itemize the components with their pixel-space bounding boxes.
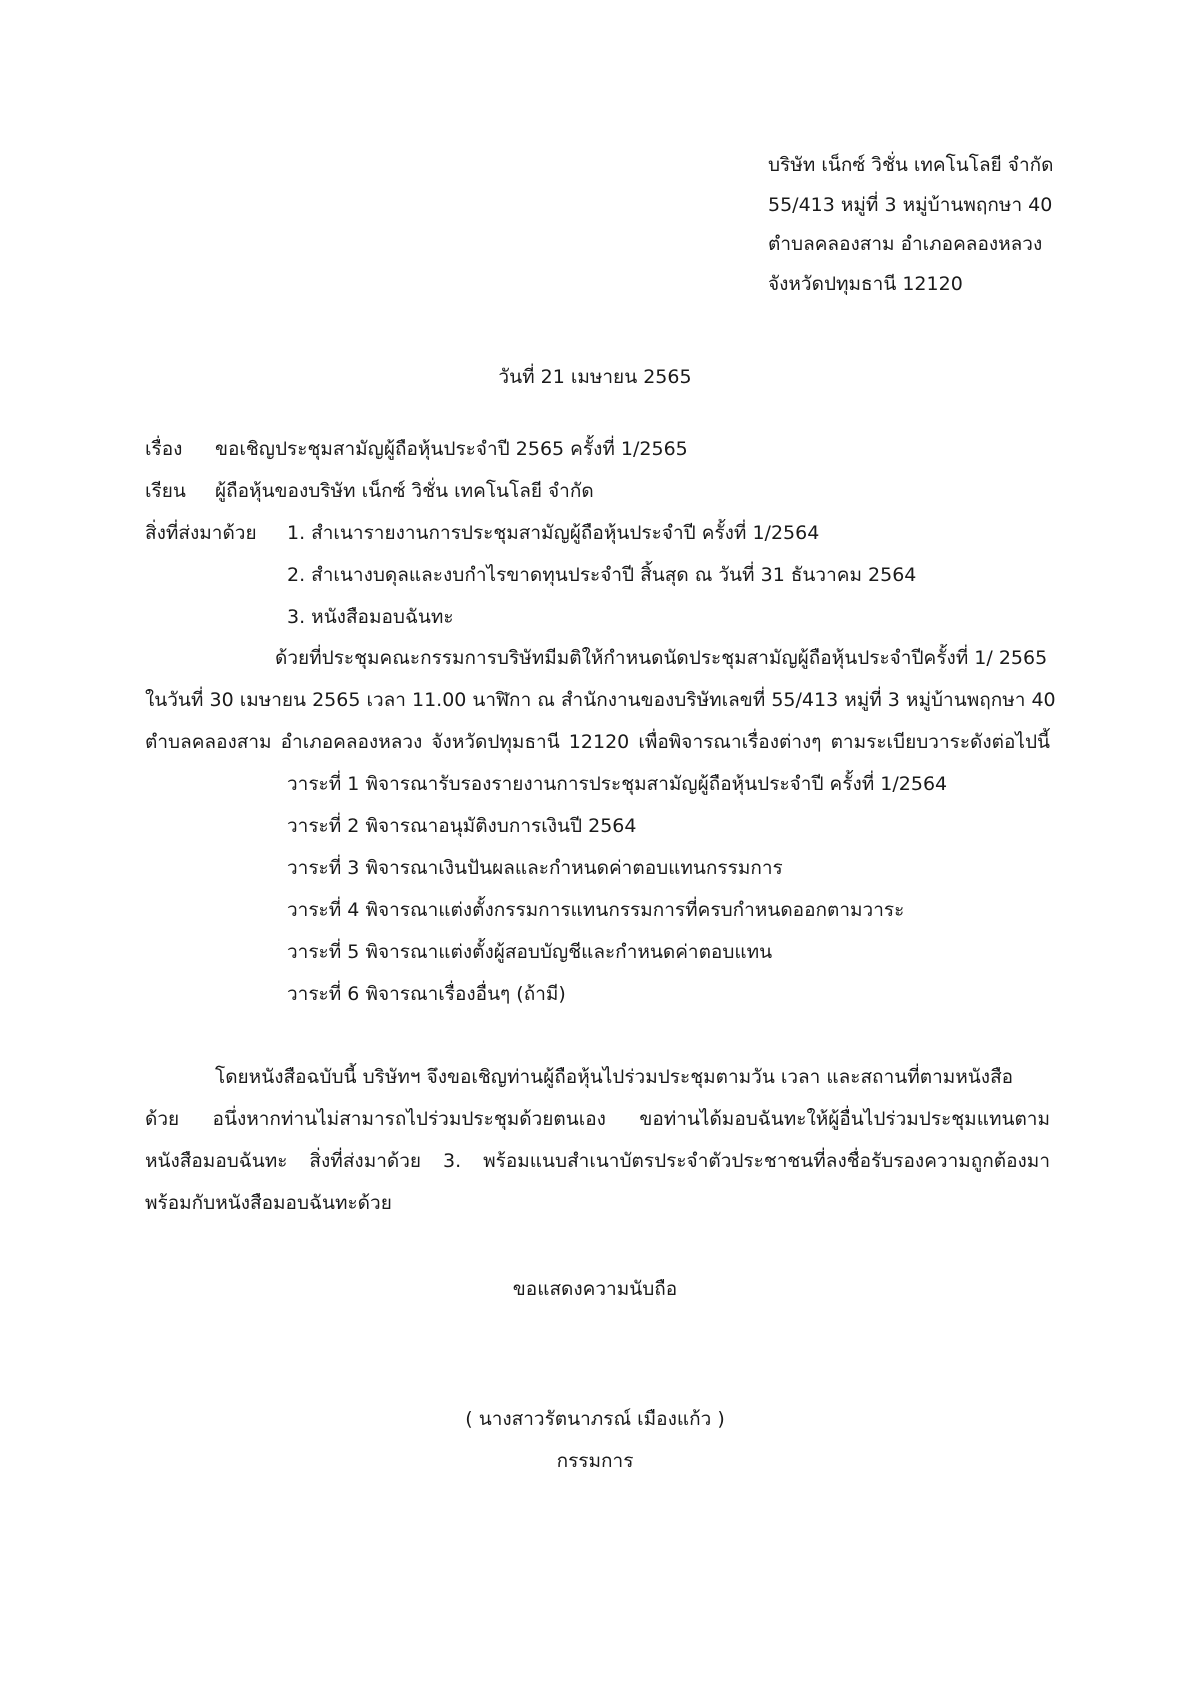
subject-label: เรื่อง	[145, 438, 183, 460]
closing: ขอแสดงความนับถือ	[512, 1278, 678, 1300]
recipient-label: เรียน	[145, 480, 186, 502]
subject-text: ขอเชิญประชุมสามัญผู้ถือหุ้นประจำปี 2565 ครั้งที่ 1/2565	[215, 438, 688, 460]
agenda-item-3: วาระที่ 3 พิจารณาเงินปันผลและกำหนดค่าตอบแทนกรรมการ	[287, 857, 783, 879]
agenda-item-1: วาระที่ 1 พิจารณารับรองรายงานการประชุมสามัญผู้ถือหุ้นประจำปี ครั้งที่ 1/2564	[287, 773, 948, 795]
agenda-item-6: วาระที่ 6 พิจารณาเรื่องอื่นๆ (ถ้ามี)	[287, 983, 566, 1005]
attachment-item: 2. สำเนางบดุลและงบกำไรขาดทุนประจำปี สิ้นสุด ณ วันที่ 31 ธันวาคม 2564	[287, 564, 917, 586]
body-paragraph1-line3: ตำบลคลองสาม อำเภอคลองหลวง จังหวัดปทุมธานี 12120 เพื่อพิจารณาเรื่องต่างๆ ตามระเบียบวาระดังต่อไปนี้	[145, 731, 1050, 753]
sender-address-line1: 55/413 หมู่ที่ 3 หมู่บ้านพฤกษา 40	[768, 194, 1053, 216]
attachment-item: 1. สำเนารายงานการประชุมสามัญผู้ถือหุ้นประจำปี ครั้งที่ 1/2564	[287, 522, 820, 544]
attachments-label: สิ่งที่ส่งมาด้วย	[145, 522, 257, 544]
body-paragraph1-line1: ด้วยที่ประชุมคณะกรรมการบริษัทมีมติให้กำหนดนัดประชุมสามัญผู้ถือหุ้นประจำปีครั้งที่ 1/ 2565	[275, 647, 1048, 669]
sender-address-line2: ตำบลคลองสาม อำเภอคลองหลวง	[768, 233, 1043, 255]
recipient-text: ผู้ถือหุ้นของบริษัท เน็กซ์ วิชั่น เทคโนโลยี จำกัด	[215, 480, 594, 502]
body-paragraph2-line3: หนังสือมอบฉันทะ สิ่งที่ส่งมาด้วย 3. พร้อมแนบสำเนาบัตรประจำตัวประชาชนที่ลงชื่อรับรองความถูกต้องมา	[145, 1150, 1050, 1172]
agenda-item-4: วาระที่ 4 พิจารณาแต่งตั้งกรรมการแทนกรรมการที่ครบกำหนดออกตามวาระ	[287, 899, 905, 921]
body-paragraph2-line1: โดยหนังสือฉบับนี้ บริษัทฯ จึงขอเชิญท่านผู้ถือหุ้นไปร่วมประชุมตามวัน เวลา และสถานที่ตามหนังสือ	[215, 1066, 1014, 1088]
signatory-name: ( นางสาวรัตนาภรณ์ เมืองแก้ว )	[465, 1408, 725, 1430]
body-paragraph2-line2: ด้วย อนึ่งหากท่านไม่สามารถไปร่วมประชุมด้วยตนเอง ขอท่านได้มอบฉันทะให้ผู้อื่นไปร่วมประชุมแทนตาม	[145, 1108, 1050, 1130]
letter-date: วันที่ 21 เมษายน 2565	[498, 366, 692, 388]
body-paragraph1-line2: ในวันที่ 30 เมษายน 2565 เวลา 11.00 นาฬิกา ณ สำนักงานของบริษัทเลขที่ 55/413 หมู่ที่ 3 หมู่บ้านพฤกษา 40	[145, 689, 1056, 711]
agenda-item-5: วาระที่ 5 พิจารณาแต่งตั้งผู้สอบบัญชีและกำหนดค่าตอบแทน	[287, 941, 773, 963]
agenda-item-2: วาระที่ 2 พิจารณาอนุมัติงบการเงินปี 2564	[287, 815, 637, 837]
sender-address-line3: จังหวัดปทุมธานี 12120	[768, 273, 963, 295]
signatory-title: กรรมการ	[556, 1450, 634, 1472]
attachment-item: 3. หนังสือมอบฉันทะ	[287, 606, 454, 628]
body-paragraph2-line4: พร้อมกับหนังสือมอบฉันทะด้วย	[145, 1192, 392, 1214]
sender-company: บริษัท เน็กซ์ วิชั่น เทคโนโลยี จำกัด	[768, 154, 1054, 176]
